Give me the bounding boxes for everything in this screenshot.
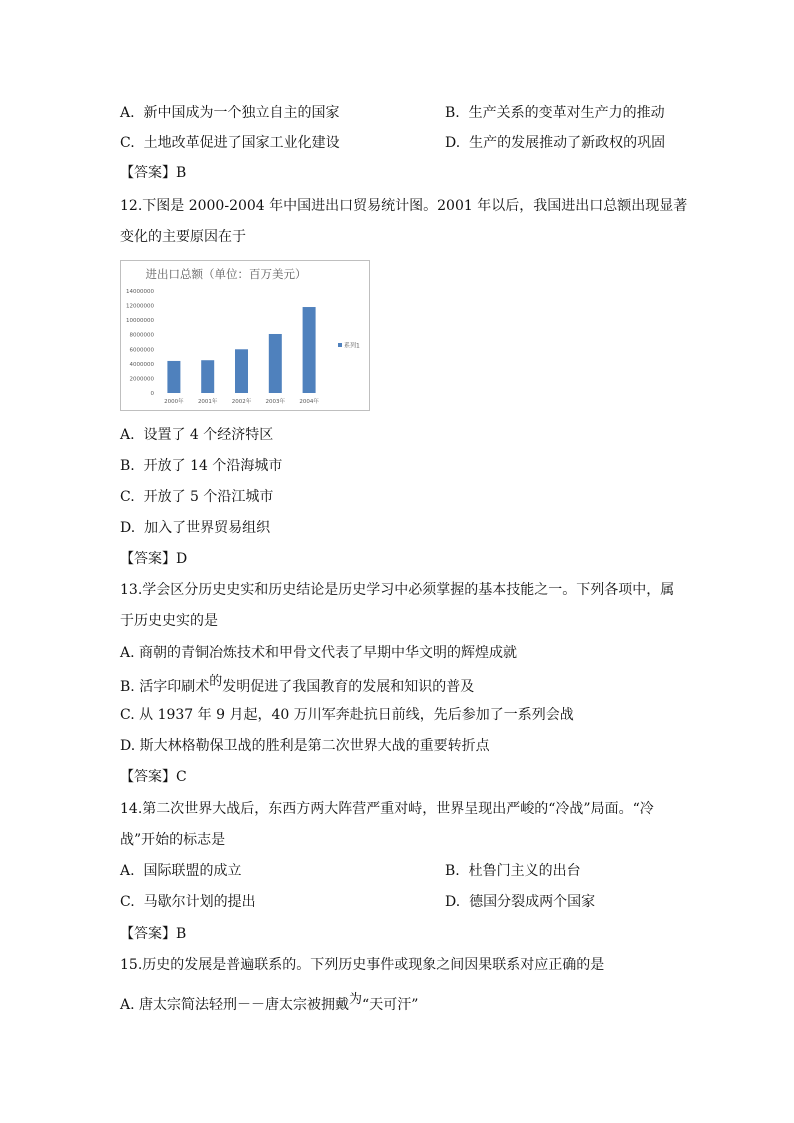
q14-stem-line1: 14.第二次世界大战后，东西方两大阵营严重对峙，世界呈现出严峻的“冷战”局面。“冷 [120,801,654,817]
q12-stem-line2: 变化的主要原因在于 [120,229,246,245]
q11-option-c: C. 土地改革促进了国家工业化建设 [120,135,340,151]
q14-option-b: B. 杜鲁门主义的出台 [445,863,581,879]
q13-option-a: A. 商朝的青铜冶炼技术和甲骨文代表了早期中华文明的辉煌成就 [120,645,518,661]
q13-stem-line2: 于历史史实的是 [120,613,218,629]
q13-option-c: C. 从 1937 年 9 月起，40 万川军奔赴抗日前线，先后参加了一系列会战 [120,707,574,723]
q14-option-c: C. 马歇尔计划的提出 [120,894,256,910]
q12-stem-line1: 12.下图是 2000-2004 年中国进出口贸易统计图。2001 年以后，我国进出口总额出现显著 [120,198,688,214]
bar [167,361,180,393]
y-tick-label: 14000000 [126,289,154,295]
q11-option-b: B. 生产关系的变革对生产力的推动 [445,105,665,121]
q12-option-b: B. 开放了 14 个沿海城市 [120,458,283,474]
bar [235,349,248,393]
bar [269,334,282,393]
legend-swatch [338,343,342,347]
q12-option-a: A. 设置了 4 个经济特区 [120,427,274,443]
y-tick-label: 10000000 [126,318,154,325]
x-tick-label: 2000年 [164,399,184,405]
y-tick-label: 0 [150,391,154,397]
q15-stem: 15.历史的发展是普遍联系的。下列历史事件或现象之间因果联系对应正确的是 [120,957,605,973]
q13-option-d: D. 斯大林格勒保卫战的胜利是第二次世界大战的重要转折点 [120,738,490,754]
q14-option-d: D. 德国分裂成两个国家 [445,894,596,910]
x-tick-label: 2004年 [299,399,319,405]
legend-label: 系列1 [344,342,360,350]
q15-option-a: A. 唐太宗简法轻刑－－唐太宗被拥戴为“天可汗” [120,992,419,1013]
q13-option-b: B. 活字印刷术的发明促进了我国教育的发展和知识的普及 [120,674,475,695]
x-tick-label: 2002年 [231,399,252,405]
q14-option-a: A. 国际联盟的成立 [120,863,242,879]
q14-answer: 【答案】B [120,926,187,942]
trade-chart [120,260,370,411]
q12-option-d: D. 加入了世界贸易组织 [120,520,271,536]
trade-chart-svg [121,261,369,410]
q12-option-c: C. 开放了 5 个沿江城市 [120,489,274,505]
q12-answer: 【答案】D [120,551,188,567]
y-tick-label: 4000000 [129,361,154,368]
chart-title: 进出口总额（单位：百万美元） [145,267,307,281]
y-tick-label: 12000000 [126,303,154,310]
y-tick-label: 8000000 [129,332,154,339]
bar [201,360,214,393]
q14-stem-line2: 战”开始的标志是 [120,832,226,848]
q13-stem-line1: 13.学会区分历史史实和历史结论是历史学习中必须掌握的基本技能之一。下列各项中，属 [120,582,675,598]
y-tick-label: 6000000 [129,347,154,354]
x-tick-label: 2003年 [265,399,286,405]
q13-answer: 【答案】C [120,769,187,785]
bar [303,307,316,393]
y-tick-label: 2000000 [129,376,154,383]
q11-option-d: D. 生产的发展推动了新政权的巩固 [445,135,666,151]
x-tick-label: 2001年 [197,399,218,405]
q11-option-a: A. 新中国成为一个独立自主的国家 [120,105,340,121]
q11-answer: 【答案】B [120,165,187,181]
